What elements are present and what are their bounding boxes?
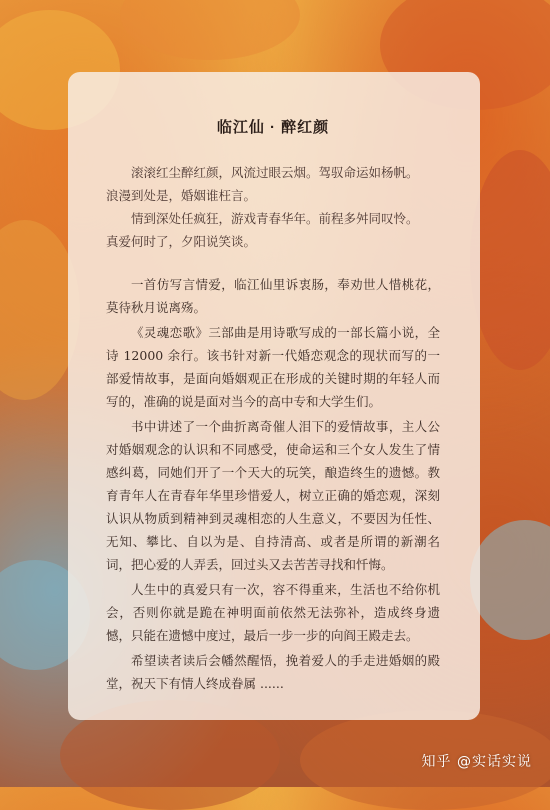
poem-line: 真爱何时了，夕阳说笑谈。 [106, 234, 257, 249]
content-card [68, 72, 480, 720]
watermark: 知乎 @实话实说 [421, 754, 532, 770]
poem-line: 情到深处任疯狂，游戏青春华年。前程多舛同叹怜。 [131, 211, 419, 226]
paragraph: 《灵魂恋歌》三部曲是用诗歌写成的一部长篇小说，全诗 12000 余行。该书针对新一代婚恋观念的现状而写的一部爱情故事，是面向婚姻观正在形成的关键时期的年轻人而写的，准确的说是面对当今的高中专和大学生们。 [106, 325, 440, 409]
paragraph: 人生中的真爱只有一次，容不得重来，生活也不给你机会，否则你就是跪在神明面前依然无法弥补，造成终身遗憾，只能在遗憾中度过，最后一步一步的向阎王殿走去。 [106, 582, 440, 643]
page-title: 临江仙 · 醉红颜 [216, 119, 330, 136]
poem-line: 滚滚红尘醉红颜，风流过眼云烟。驾驭命运如杨帆。 [131, 165, 419, 180]
poem-block [106, 161, 440, 253]
paragraph: 一首仿写言情爱，临江仙里诉衷肠，奉劝世人惜桃花，莫待秋月说离殇。 [106, 277, 440, 315]
paragraph: 书中讲述了一个曲折离奇催人泪下的爱情故事，主人公对婚姻观念的认识和不同感受，使命运和三个女人发生了情感纠葛，同她们开了一个天大的玩笑，酿造终生的遗憾。教育青年人在青春年华里珍惜爱人，树立正确的婚恋观，深刻认识从物质到精神到灵魂相恋的人生意义，不要因为任性、无知、攀比、自以为是、自持清高、或者是所谓的新潮名词，把心爱的人弄丢，回过头又去苦苦寻找和忏悔。 [106, 419, 440, 572]
poem-line: 浪漫到处是，婚姻谁枉言。 [106, 188, 257, 203]
paragraph: 希望读者读后会幡然醒悟，挽着爱人的手走进婚姻的殿堂，祝天下有情人终成眷属 ...... [106, 653, 440, 691]
article-body [106, 273, 440, 695]
